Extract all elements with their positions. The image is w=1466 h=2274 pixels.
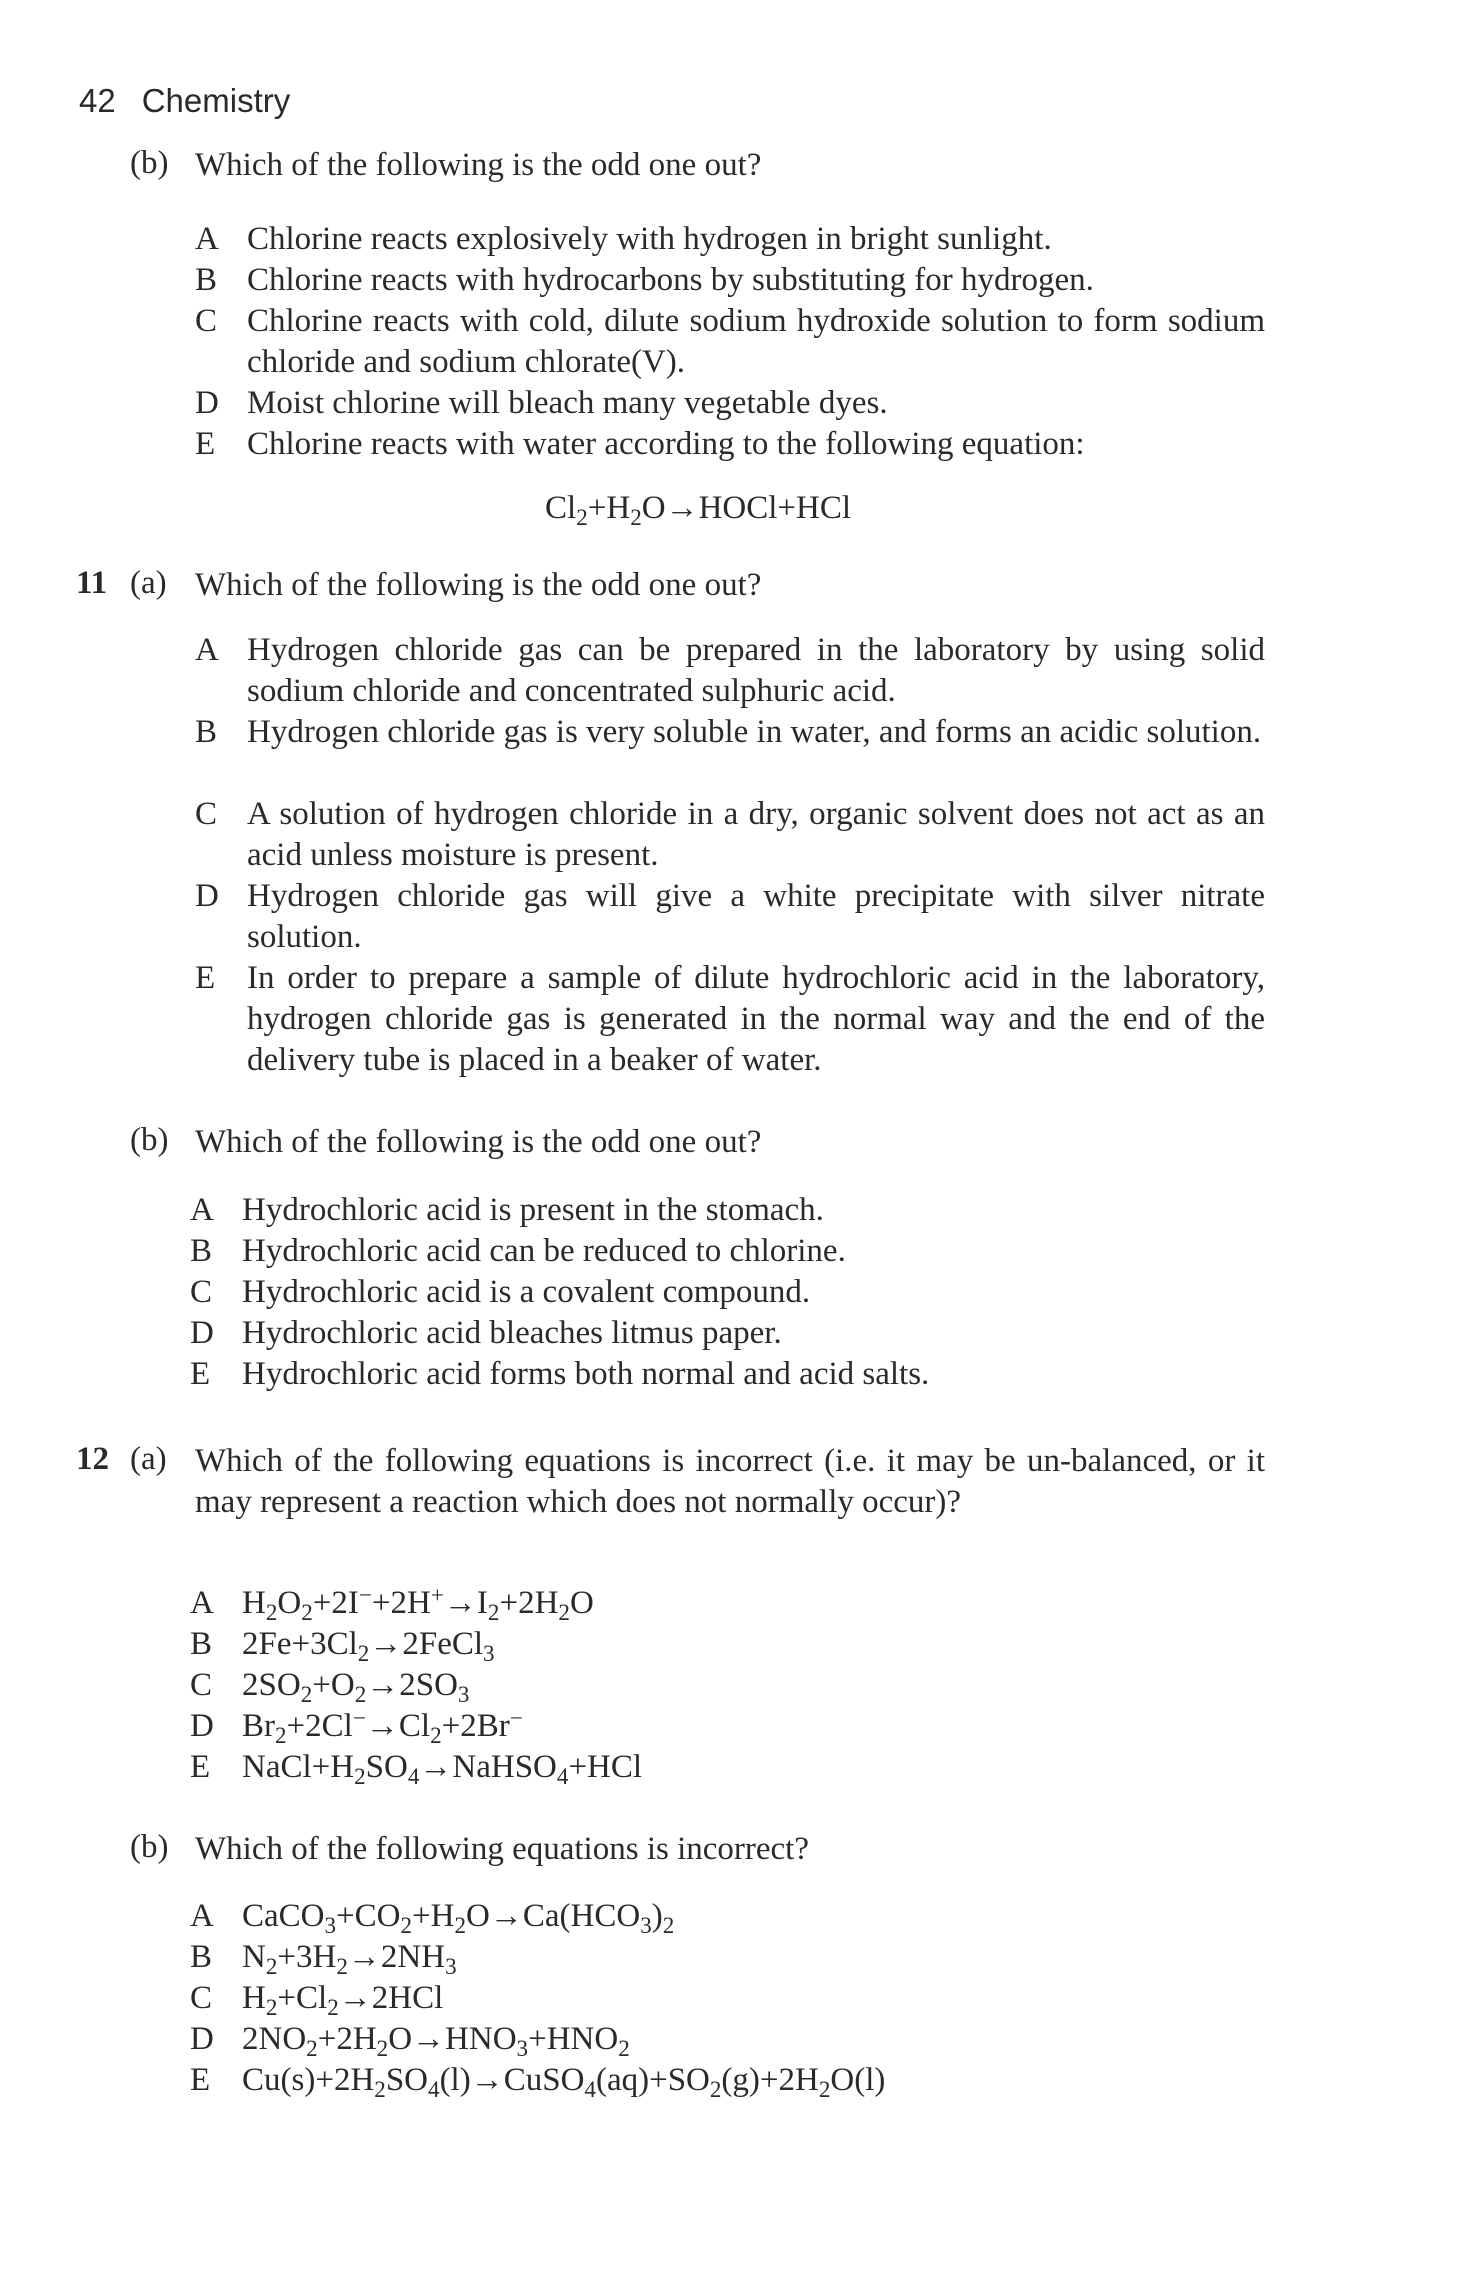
- option-text: Hydrochloric acid is present in the stomach.: [242, 1192, 824, 1228]
- option-equation: $N_2+3H_2\to 2NH_3$: [242, 1939, 457, 1979]
- option-equation: $2NO_2+2H_2O\to HNO_3+HNO_2$: [242, 2021, 630, 2061]
- option-equation: $H_2+Cl_2\to 2HCl$: [242, 1980, 444, 2020]
- option-letter: C: [190, 1980, 213, 2016]
- option-letter: A: [190, 1585, 214, 1621]
- option-text: Hydrochloric acid is a covalent compound.: [242, 1274, 811, 1310]
- option-letter: A: [190, 1192, 214, 1228]
- option-letter: E: [190, 1356, 211, 1392]
- option-letter: A: [190, 1898, 214, 1934]
- option-letter: C: [195, 303, 218, 339]
- option-letter: C: [190, 1667, 213, 1703]
- page-header: [79, 82, 290, 120]
- option-letter: C: [195, 796, 218, 832]
- question-number: 12: [76, 1441, 109, 1477]
- option-text: In order to prepare a sample of dilute hydrochloric acid in the laboratory, hydrogen chloride gas is generated in the normal way and the end of the delivery tube is placed in a beaker of water.: [247, 960, 1265, 1078]
- question-text: Which of the following equations is incorrect (i.e. it may be un-balanced, or it may represent a reaction which does not normally occur)?: [195, 1443, 1265, 1520]
- option-letter: D: [190, 1315, 214, 1351]
- option-equation: $NaCl+H_2SO_4\to NaHSO_4+HCl$: [242, 1749, 643, 1789]
- option-equation: $2SO_2+O_2\to 2SO_3$: [242, 1667, 470, 1707]
- option-text: Hydrogen chloride gas is very soluble in water, and forms an acidic solution.: [247, 714, 1262, 750]
- option-letter: B: [190, 1939, 213, 1975]
- question-part-label: (b): [130, 1122, 169, 1158]
- option-letter: D: [190, 2021, 214, 2057]
- option-letter: A: [195, 632, 219, 668]
- question-text: Which of the following is the odd one out?: [195, 567, 762, 603]
- option-letter: B: [190, 1626, 213, 1662]
- option-text: Hydrogen chloride gas can be prepared in the laboratory by using solid sodium chloride and concentrated sulphuric acid.: [247, 632, 1265, 709]
- option-text: Chlorine reacts explosively with hydrogen in bright sunlight.: [247, 221, 1052, 257]
- subject-title: Chemistry: [141, 82, 291, 119]
- question-part-label: (a): [130, 1441, 167, 1477]
- option-text: Chlorine reacts with hydrocarbons by substituting for hydrogen.: [247, 262, 1094, 298]
- option-letter: E: [190, 2062, 211, 2098]
- option-text: Hydrochloric acid bleaches litmus paper.: [242, 1315, 782, 1351]
- option-text: Moist chlorine will bleach many vegetable dyes.: [247, 385, 888, 421]
- chemical-equation: $Cl_2+H_2O\to HOCl+HCl$: [545, 490, 852, 530]
- option-letter: B: [190, 1233, 213, 1269]
- option-text: Hydrochloric acid can be reduced to chlorine.: [242, 1233, 846, 1269]
- option-letter: C: [190, 1274, 213, 1310]
- option-equation: $CaCO_3+CO_2+H_2O\to Ca(HCO_3)_2$: [242, 1898, 675, 1938]
- question-part-label: (b): [130, 1829, 169, 1865]
- option-text: Chlorine reacts with water according to the following equation:: [247, 426, 1085, 462]
- option-letter: E: [195, 960, 216, 996]
- question-text: Which of the following is the odd one out?: [195, 1124, 762, 1160]
- option-text: Hydrogen chloride gas will give a white precipitate with silver nitrate solution.: [247, 878, 1265, 955]
- option-text: A solution of hydrogen chloride in a dry, organic solvent does not act as an acid unless moisture is present.: [247, 796, 1265, 873]
- option-letter: D: [190, 1708, 214, 1744]
- option-letter: E: [190, 1749, 211, 1785]
- question-text: Which of the following equations is incorrect?: [195, 1831, 809, 1867]
- question-part-label: (a): [130, 565, 167, 601]
- question-number: 11: [76, 565, 108, 601]
- option-letter: E: [195, 426, 216, 462]
- page-number: 42: [79, 82, 116, 119]
- question-part-label: (b): [130, 145, 169, 181]
- option-letter: D: [195, 385, 219, 421]
- option-letter: A: [195, 221, 219, 257]
- option-equation: $2Fe+3Cl_2\to 2FeCl_3$: [242, 1626, 495, 1666]
- option-equation: $Cu(s)+2H_2SO_4(l)\to CuSO_4(aq)+SO_2(g)+2H_2O(l)$: [242, 2062, 886, 2102]
- option-text: Hydrochloric acid forms both normal and acid salts.: [242, 1356, 930, 1392]
- question-text: Which of the following is the odd one out?: [195, 147, 762, 183]
- option-letter: B: [195, 714, 218, 750]
- option-equation: $H_2O_2+2I^-+2H^+\to I_2+2H_2O$: [242, 1581, 594, 1625]
- option-letter: D: [195, 878, 219, 914]
- option-equation: $Br_2+2Cl^-\to Cl_2+2Br^-$: [242, 1704, 523, 1748]
- option-text: Chlorine reacts with cold, dilute sodium hydroxide solution to form sodium chloride and sodium chlorate(V).: [247, 303, 1265, 380]
- option-letter: B: [195, 262, 218, 298]
